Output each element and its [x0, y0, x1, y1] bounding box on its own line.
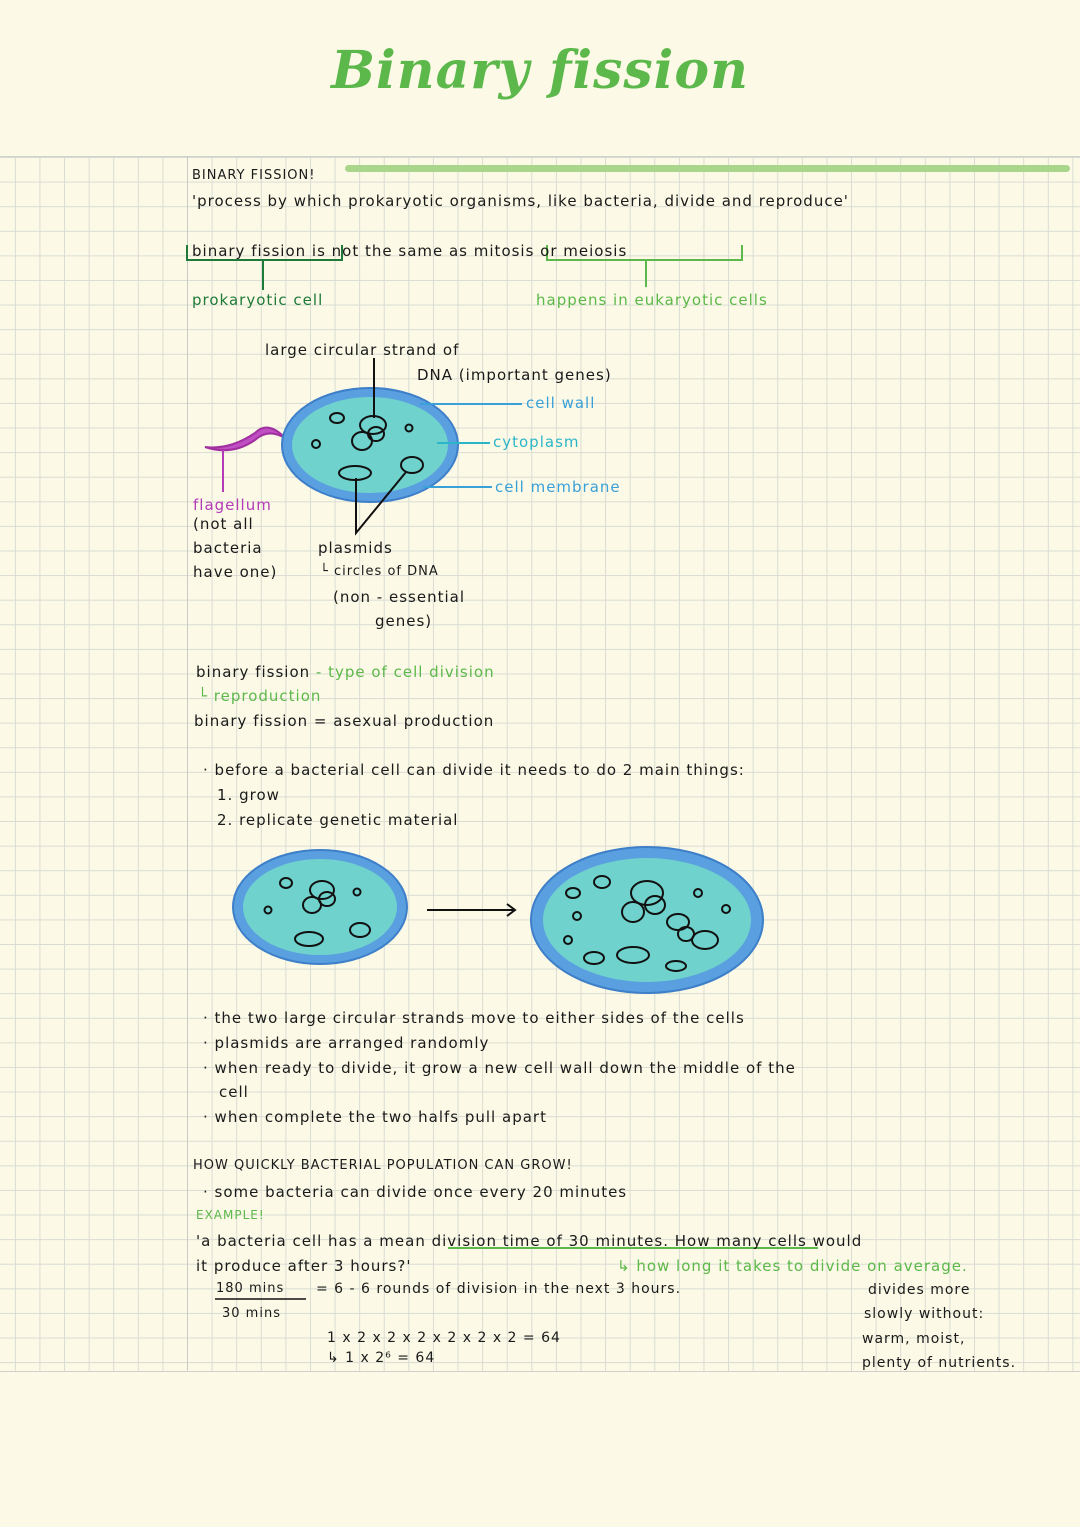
calc-line: 1 x 2 x 2 x 2 x 2 x 2 x 2 = 64 — [327, 1330, 561, 1346]
calc-line: ↳ 1 x 2⁶ = 64 — [327, 1350, 436, 1366]
arrow-icon — [427, 904, 515, 916]
reproduction-note: └ reproduction — [198, 687, 322, 705]
side-note: slowly without: — [864, 1306, 985, 1322]
dna-label-2: DNA (important genes) — [417, 366, 612, 384]
mean-note: ↳ how long it takes to divide on average. — [617, 1257, 968, 1275]
numerator: 180 mins — [216, 1281, 285, 1296]
point-text: when ready to divide, it grow a new cell wall down the middle of the — [214, 1059, 796, 1077]
flagellum-note: (not all — [193, 515, 254, 533]
term: binary fission — [196, 663, 311, 681]
cell-wall-label: cell wall — [526, 394, 596, 412]
page-title: Binary fission — [331, 40, 749, 101]
flagellum-label: flagellum — [193, 496, 272, 514]
step-item: 1. grow — [217, 786, 280, 804]
cell-membrane-label: cell membrane — [495, 478, 621, 496]
plasmids-note: genes) — [375, 612, 433, 630]
example-label: EXAMPLE! — [196, 1208, 265, 1222]
side-note: plenty of nutrients. — [862, 1355, 1017, 1371]
intro-text: before a bacterial cell can divide it needs to do 2 main things: — [214, 761, 745, 779]
q-text: 'a bacteria cell has a — [196, 1232, 380, 1250]
term-mitosis-meiosis: mitosis or meiosis — [473, 242, 628, 260]
step-item: 2. replicate genetic material — [217, 811, 459, 829]
process-point: · when ready to divide, it grow a new cell wall down the middle of the — [203, 1059, 796, 1077]
q-highlight: mean division time of 30 minutes — [379, 1232, 664, 1250]
cell-before-division — [233, 850, 407, 964]
side-note: warm, moist, — [862, 1331, 966, 1347]
side-note: divides more — [868, 1282, 971, 1298]
point-text: plasmids are arranged randomly — [214, 1034, 490, 1052]
comparison-text: is not the same as — [306, 242, 474, 260]
point-text: when complete the two halfs pull apart — [214, 1108, 547, 1126]
asexual-line: binary fission = asexual production — [194, 712, 495, 730]
comparison-line — [192, 242, 627, 260]
question-line — [196, 1232, 862, 1250]
growth-point: · some bacteria can divide once every 20 minutes — [203, 1183, 628, 1201]
growth-heading: HOW QUICKLY BACTERIAL POPULATION CAN GROW! — [193, 1158, 573, 1173]
process-point: · the two large circular strands move to either sides of the cells — [203, 1009, 745, 1027]
point-text: some bacteria can divide once every 20 minutes — [214, 1183, 628, 1201]
flagellum-shape — [205, 428, 285, 451]
division-line — [196, 663, 495, 681]
cell-ready-to-divide — [531, 847, 763, 993]
eukaryotic-note: happens in eukaryotic cells — [536, 291, 768, 309]
definition: 'process by which prokaryotic organisms, like bacteria, divide and reproduce' — [192, 192, 849, 210]
process-point: · plasmids are arranged randomly — [203, 1034, 490, 1052]
flagellum-note: have one) — [193, 563, 278, 581]
before-divide-intro: · before a bacterial cell can divide it needs to do 2 main things: — [203, 761, 745, 779]
question-line-2: it produce after 3 hours?' — [196, 1257, 412, 1275]
process-point-cont: cell — [219, 1083, 249, 1101]
q-text: . How many cells would — [663, 1232, 863, 1250]
plasmids-note: (non - essential — [333, 588, 465, 606]
definition-note: - type of cell division — [310, 663, 495, 681]
prokaryotic-note: prokaryotic cell — [192, 291, 324, 309]
section-heading: BINARY FISSION! — [192, 168, 316, 183]
point-text: the two large circular strands move to either sides of the cells — [214, 1009, 745, 1027]
result: = 6 - 6 rounds of division in the next 3 hours. — [316, 1281, 682, 1297]
plasmids-note: └ circles of DNA — [320, 564, 439, 579]
denominator: 30 mins — [222, 1306, 281, 1321]
dna-label-1: large circular strand of — [265, 341, 460, 359]
process-point: · when complete the two halfs pull apart — [203, 1108, 547, 1126]
term-binary-fission: binary fission — [192, 242, 307, 260]
cytoplasm-label: cytoplasm — [493, 433, 580, 451]
plasmids-label: plasmids — [318, 539, 393, 557]
flagellum-note: bacteria — [193, 539, 263, 557]
